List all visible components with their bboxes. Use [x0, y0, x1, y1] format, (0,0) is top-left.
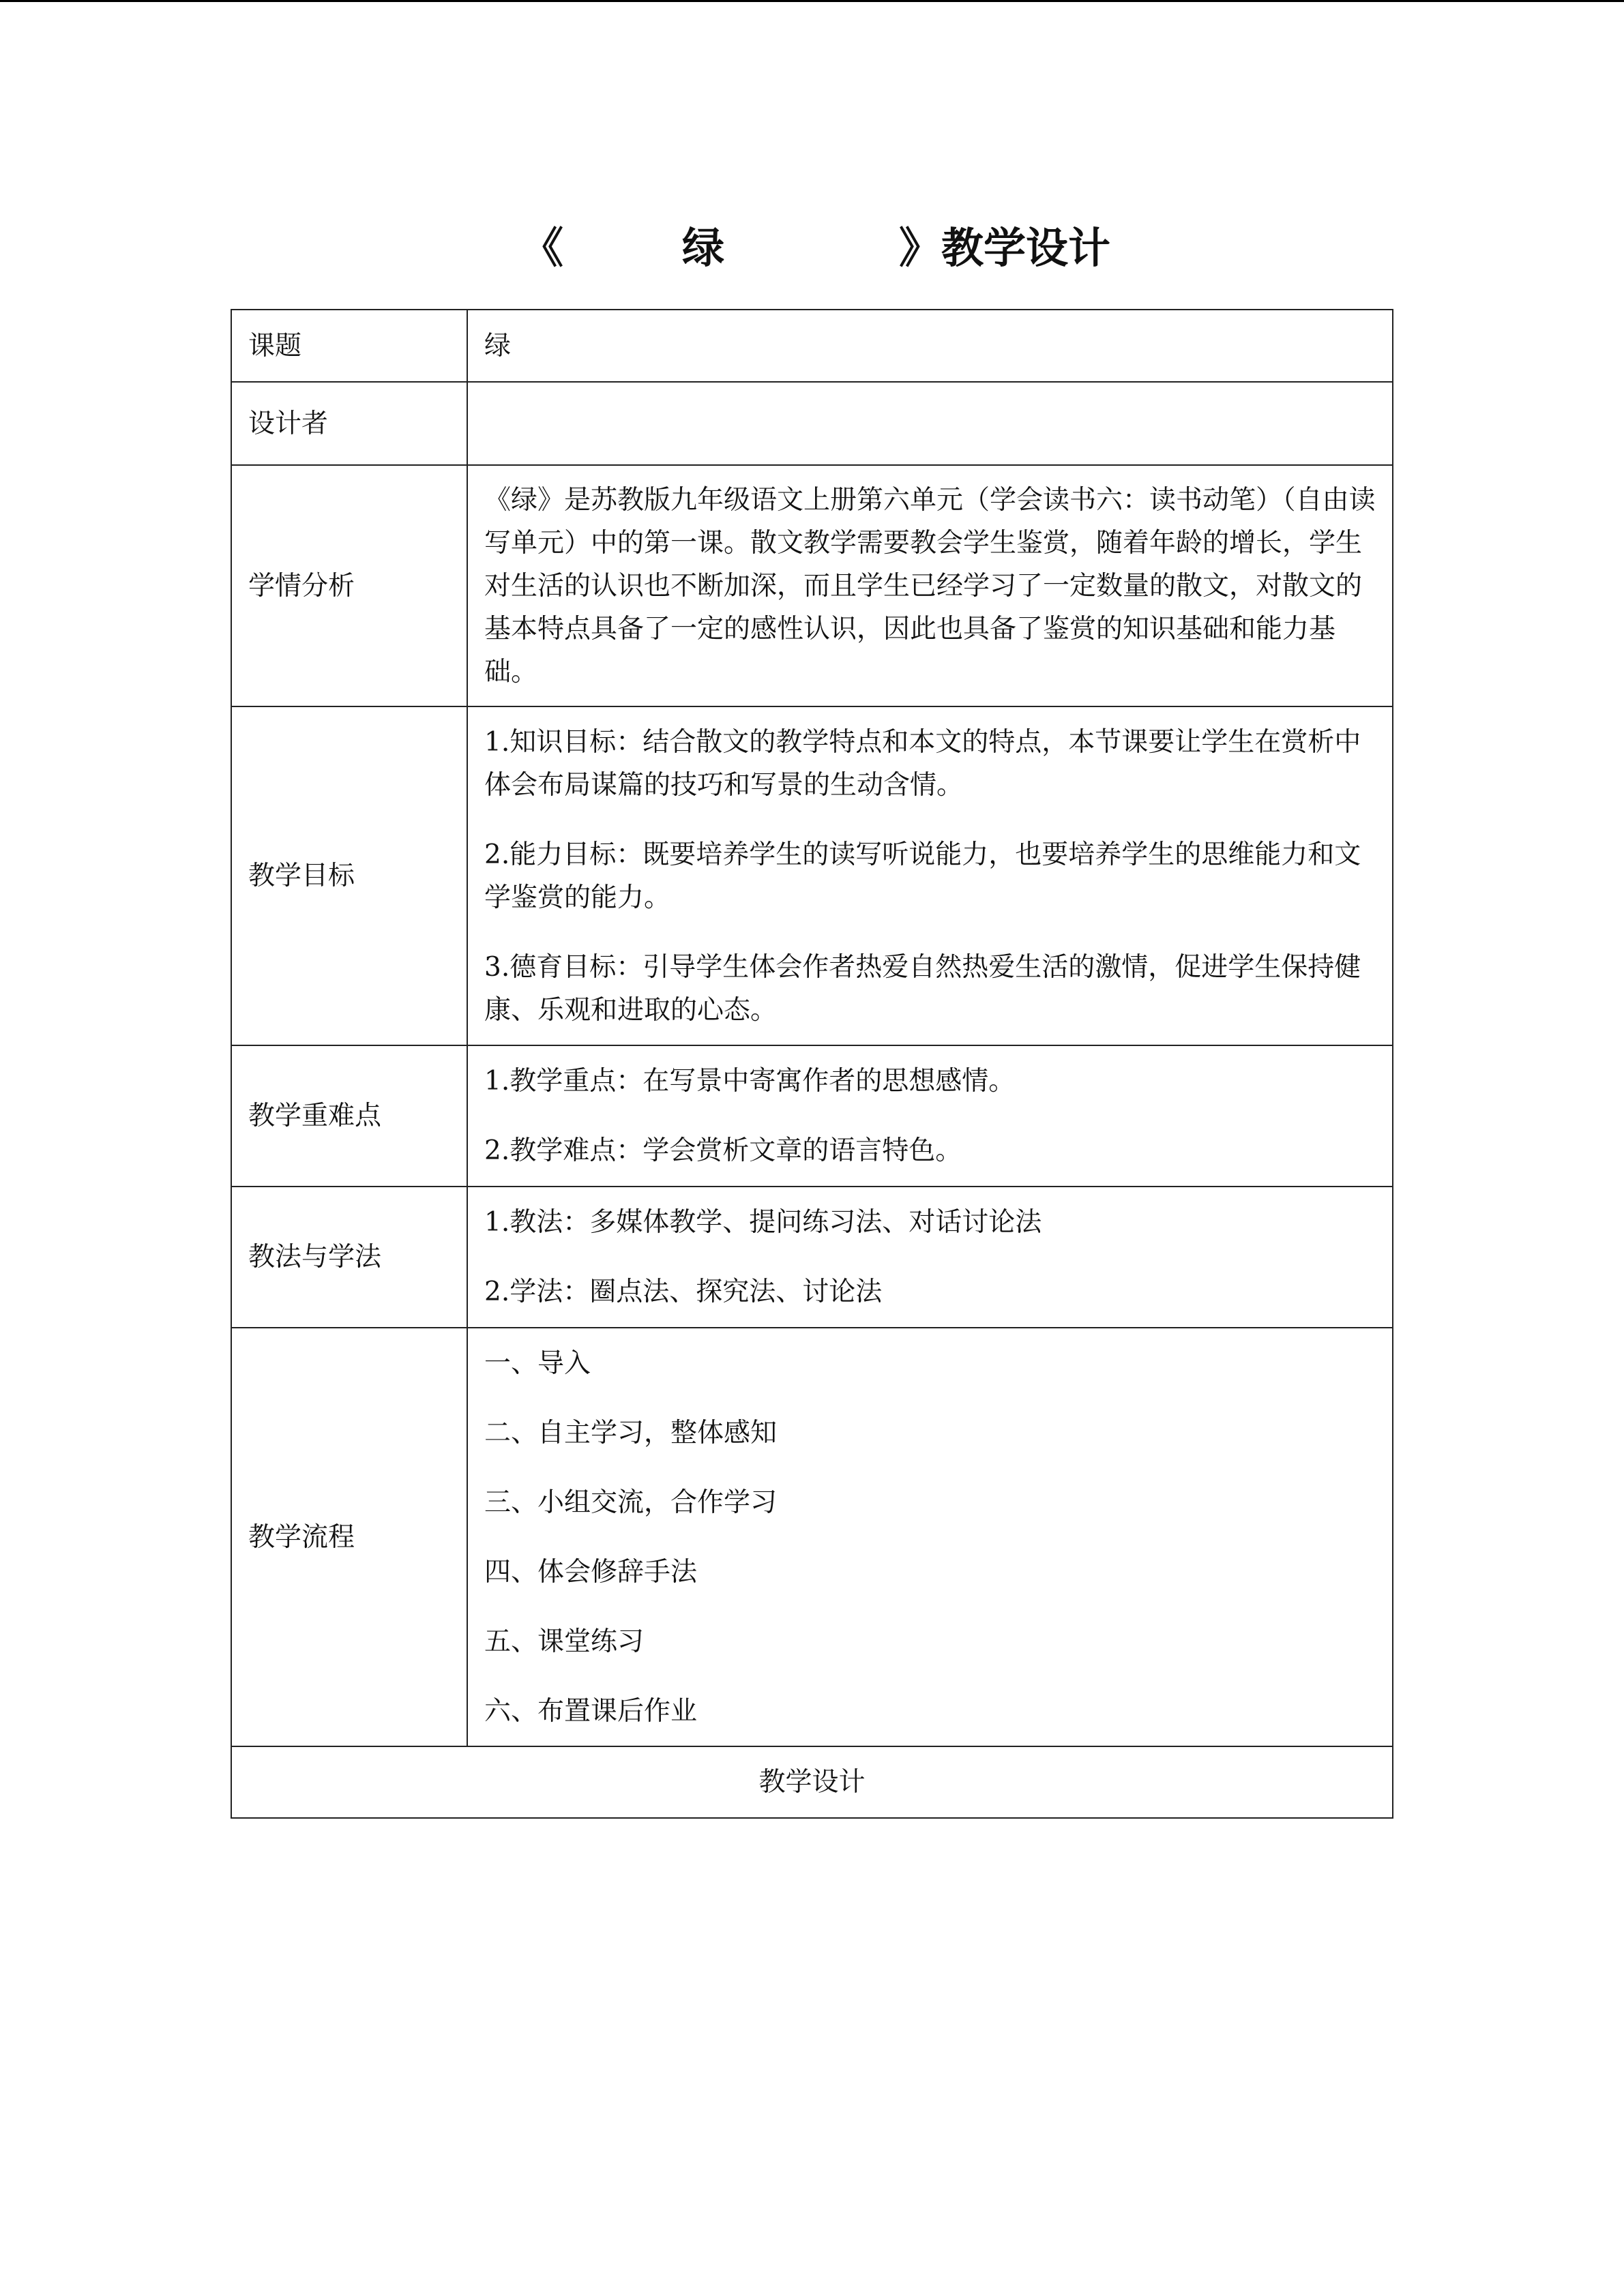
process-step: 一、导入 [484, 1347, 591, 1379]
key-point-focus: 1.教学重点：在写景中寄寓作者的思想感情。 [484, 1066, 1016, 1097]
table-row-objectives [231, 706, 1393, 1045]
page-title [0, 205, 1624, 286]
title-open-quote: 《 [521, 223, 564, 273]
method-learning: 2.学法：圈点法、探究法、讨论法 [484, 1277, 883, 1307]
table-row-designer [231, 382, 1393, 465]
key-points-list [467, 1045, 1393, 1187]
method-teaching: 1.教法：多媒体教学、提问练习法、对话讨论法 [484, 1207, 1042, 1238]
process-step: 二、自主学习，整体感知 [484, 1417, 778, 1448]
analysis-label: 学情分析 [231, 465, 467, 706]
table-row-key-points [231, 1045, 1393, 1187]
designer-value [467, 382, 1393, 465]
methods-label: 教法与学法 [231, 1187, 467, 1328]
objectives-list [467, 706, 1393, 1045]
analysis-text: 《绿》是苏教版九年级语文上册第六单元（学会读书六：读书动笔）（自由读写单元）中的第一课。散文教学需要教会学生鉴赏，随着年龄的增长，学生对生活的认识也不断加深，而且学生已经学习了一定数量的散文，对散文的基本特点具备了一定的感性认识，因此也具备了鉴赏的知识基础和能力基础。 [467, 465, 1393, 706]
key-points-label: 教学重难点 [231, 1045, 467, 1187]
designer-label: 设计者 [231, 382, 467, 465]
process-step: 五、课堂练习 [484, 1626, 645, 1657]
table-row-methods [231, 1187, 1393, 1328]
objective-moral: 3.德育目标：引导学生体会作者热爱自然热爱生活的激情，促进学生保持健康、乐观和进取的心态。 [484, 951, 1361, 1026]
methods-list [467, 1187, 1393, 1328]
title-suffix: 》教学设计 [899, 223, 1111, 273]
top-border-line [0, 0, 1624, 2]
topic-label: 课题 [231, 310, 467, 382]
process-label: 教学流程 [231, 1328, 467, 1746]
table-row-footer [231, 1746, 1393, 1818]
key-point-difficulty: 2.教学难点：学会赏析文章的语言特色。 [484, 1135, 962, 1166]
objectives-label: 教学目标 [231, 706, 467, 1045]
objective-ability: 2.能力目标：既要培养学生的读写听说能力，也要培养学生的思维能力和文学鉴赏的能力。 [484, 839, 1361, 913]
table-row-analysis [231, 465, 1393, 706]
process-step: 三、小组交流，合作学习 [484, 1487, 778, 1518]
process-list [467, 1328, 1393, 1746]
table-row-topic [231, 310, 1393, 382]
topic-value: 绿 [467, 310, 1393, 382]
table-row-process [231, 1328, 1393, 1746]
process-step: 四、体会修辞手法 [484, 1556, 698, 1587]
title-lesson-name: 绿 [682, 223, 725, 273]
process-step: 六、布置课后作业 [484, 1695, 698, 1727]
lesson-plan-table [231, 309, 1393, 1819]
teaching-design-footer: 教学设计 [231, 1746, 1393, 1818]
objective-knowledge: 1.知识目标：结合散文的教学特点和本文的特点，本节课要让学生在赏析中体会布局谋篇的技巧和写景的生动含情。 [484, 726, 1361, 801]
